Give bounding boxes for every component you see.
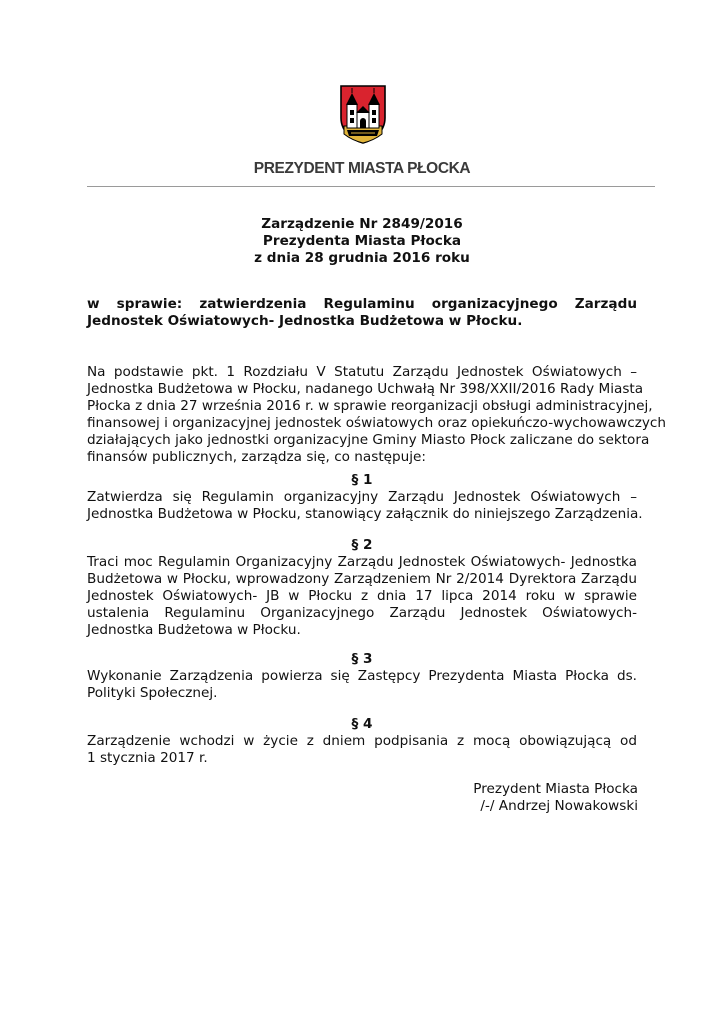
subject-line: Jednostek Oświatowych- Jednostka Budżetowa w Płocku. xyxy=(87,313,523,329)
text-line: Jednostka Budżetowa w Płocku. xyxy=(87,622,301,638)
text-line: Na podstawie pkt. 1 Rozdziału V Statutu Zarządu Jednostek Oświatowych – xyxy=(87,364,637,380)
text-line: Jednostek Oświatowych- JB w Płocku z dnia 17 lipca 2014 roku w sprawie xyxy=(87,588,637,604)
text-line: Budżetowa w Płocku, wprowadzony Zarządzeniem Nr 2/2014 Dyrektora Zarządu xyxy=(87,571,637,587)
text-line: finansów publicznych, zarządza się, co następuje: xyxy=(87,449,426,465)
text-line: Traci moc Regulamin Organizacyjny Zarządu Jednostek Oświatowych- Jednostka xyxy=(87,554,637,570)
text-line: działających jako jednostki organizacyjne Gminy Miasto Płock zaliczane do sektora xyxy=(87,432,650,448)
signature-name: /-/ Andrzej Nowakowski xyxy=(480,798,638,814)
subject-line: w sprawie: zatwierdzenia Regulaminu organizacyjnego Zarządu xyxy=(87,296,637,312)
section-sign: § 1 xyxy=(351,472,373,488)
text-line: 1 stycznia 2017 r. xyxy=(87,750,208,766)
text-line: Zatwierdza się Regulamin organizacyjny Zarządu Jednostek Oświatowych – xyxy=(87,489,637,505)
section-paragraph xyxy=(87,668,637,702)
preamble-paragraph xyxy=(87,364,666,466)
document-subject xyxy=(87,296,637,330)
title-line: z dnia 28 grudnia 2016 roku xyxy=(254,250,470,266)
section-paragraph xyxy=(87,554,637,639)
header-divider xyxy=(87,186,655,187)
section-paragraph xyxy=(87,733,637,767)
text-line: Jednostka Budżetowa w Płocku, nadanego Uchwałą Nr 398/XXII/2016 Rady Miasta xyxy=(87,381,644,397)
city-crest-icon xyxy=(339,84,387,144)
text-line: finansowej i organizacyjnej jednostek oświatowych oraz opiekuńczo-wychowawczych xyxy=(87,415,666,431)
text-line: Wykonanie Zarządzenia powierza się Zastępcy Prezydenta Miasta Płocka ds. xyxy=(87,668,637,684)
organization-name: PREZYDENT MIASTA PŁOCKA xyxy=(253,160,471,177)
text-line: ustalenia Regulaminu Organizacyjnego Zarządu Jednostek Oświatowych- xyxy=(87,605,637,621)
title-line: Prezydenta Miasta Płocka xyxy=(262,233,462,249)
section-paragraph xyxy=(87,489,643,523)
text-line: Płocka z dnia 27 września 2016 r. w sprawie reorganizacji obsługi administracyjnej, xyxy=(87,398,653,414)
section-sign: § 2 xyxy=(351,537,373,553)
signature-block xyxy=(473,781,638,815)
signature-title: Prezydent Miasta Płocka xyxy=(473,781,638,797)
section-sign: § 4 xyxy=(351,716,373,732)
document-title xyxy=(87,216,637,267)
title-line: Zarządzenie Nr 2849/2016 xyxy=(261,216,463,232)
text-line: Jednostka Budżetowa w Płocku, stanowiący załącznik do niniejszego Zarządzenia. xyxy=(87,506,643,522)
text-line: Polityki Społecznej. xyxy=(87,685,218,701)
text-line: Zarządzenie wchodzi w życie z dniem podpisania z mocą obowiązującą od xyxy=(87,733,637,749)
section-sign: § 3 xyxy=(351,651,373,667)
